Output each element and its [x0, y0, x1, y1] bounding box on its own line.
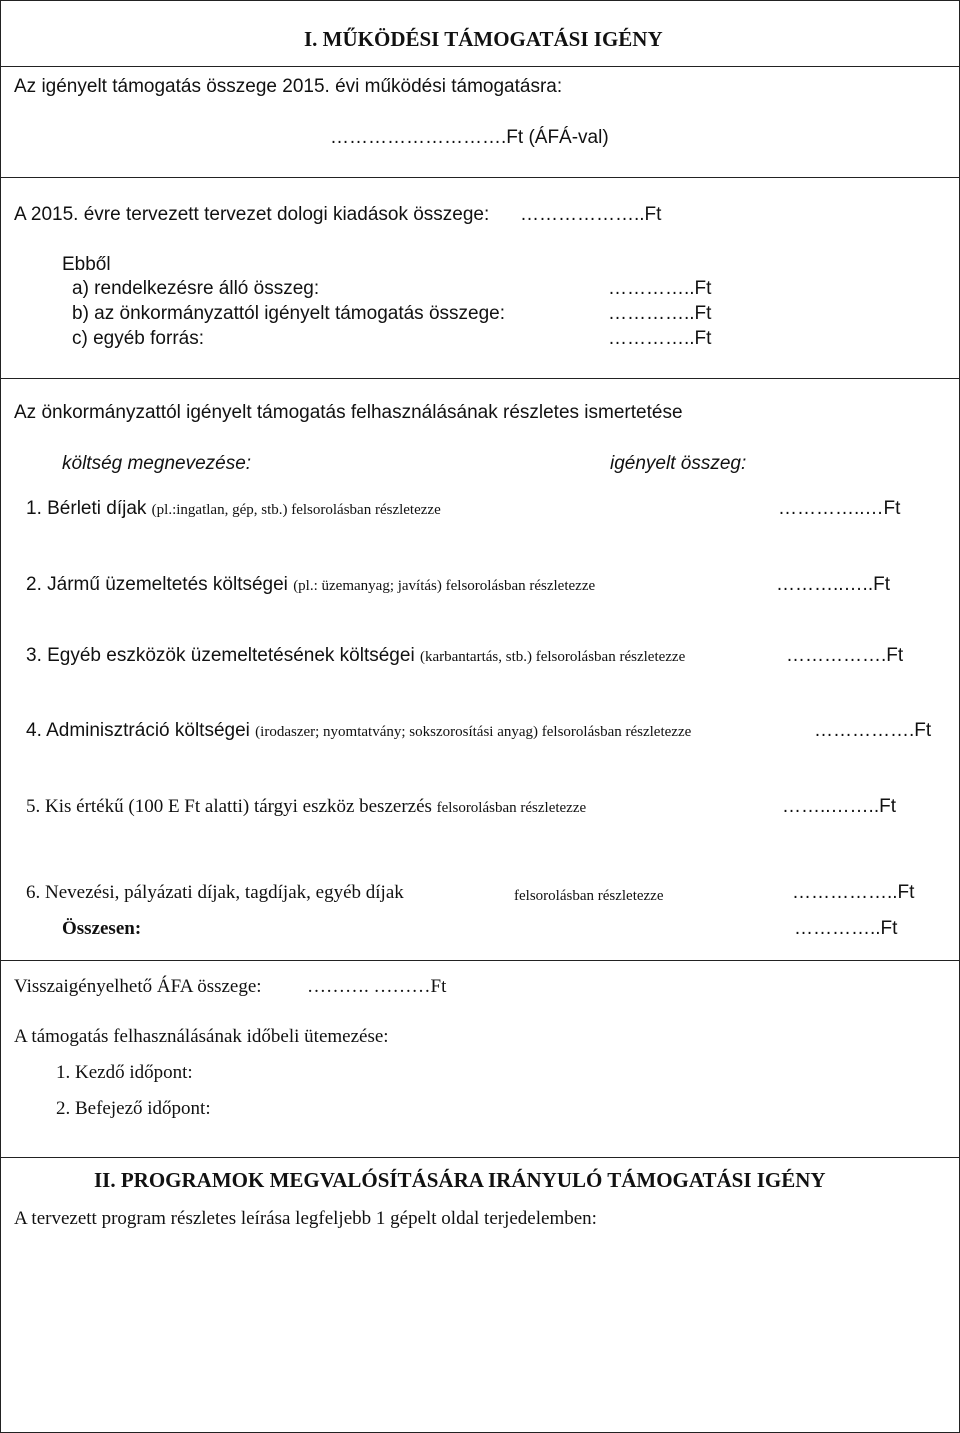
- program-description-label: A tervezett program részletes leírása legfeljebb 1 gépelt oldal terjedelemben:: [14, 1208, 597, 1229]
- cost-item-name: 5. Kis értékű (100 E Ft alatti) tárgyi eszköz beszerzés: [26, 796, 437, 817]
- cost-item-note: (irodaszer; nyomtatvány; sokszorosítási anyag) felsorolásban részletezze: [255, 724, 692, 740]
- cost-item-amount: …………….Ft: [814, 720, 932, 741]
- schedule-start: 1. Kezdő időpont:: [56, 1062, 193, 1083]
- total-amount: …………..Ft: [794, 918, 898, 939]
- cost-item-amount: ……………..Ft: [792, 882, 915, 903]
- divider: [0, 66, 960, 67]
- source-amount: …………..Ft: [608, 278, 712, 299]
- of-which-label: Ebből: [62, 254, 111, 275]
- column-header-name: költség megnevezése:: [62, 453, 252, 474]
- vat-label: Visszaigényelhető ÁFA összege:: [14, 976, 262, 997]
- cost-item-note: (karbantartás, stb.) felsorolásban részletezze: [419, 649, 686, 665]
- source-label: b) az önkormányzattól igényelt támogatás összege:: [72, 303, 506, 324]
- cost-item-name: 6. Nevezési, pályázati díjak, tagdíjak, egyéb díjak: [26, 882, 404, 903]
- cost-item: [26, 645, 685, 668]
- source-label: c) egyéb forrás:: [72, 328, 204, 349]
- source-label: a) rendelkezésre álló összeg:: [72, 278, 320, 299]
- cost-item: [26, 574, 595, 597]
- schedule-heading: A támogatás felhasználásának időbeli ütemezése:: [14, 1026, 389, 1047]
- cost-item: [26, 796, 586, 819]
- cost-item-amount: …………….Ft: [786, 645, 904, 666]
- source-amount: …………..Ft: [608, 328, 712, 349]
- section1-title: I. MŰKÖDÉSI TÁMOGATÁSI IGÉNY: [304, 27, 663, 51]
- planned-amount: ………………..Ft: [520, 204, 662, 225]
- cost-item-amount: ………..…..Ft: [776, 574, 890, 595]
- divider: [0, 177, 960, 178]
- source-amount: …………..Ft: [608, 303, 712, 324]
- divider: [0, 960, 960, 961]
- divider: [0, 1157, 960, 1158]
- cost-item-name: 3. Egyéb eszközök üzemeltetésének költségei: [26, 645, 420, 666]
- cost-item-name: 4. Adminisztráció költségei: [26, 720, 256, 741]
- cost-item-note: felsorolásban részletezze: [514, 888, 664, 904]
- cost-item-note: (pl.: üzemanyag; javítás) felsorolásban részletezze: [293, 578, 596, 594]
- requested-amount: ……………………….Ft (ÁFÁ-val): [330, 127, 609, 148]
- divider: [0, 378, 960, 379]
- requested-label: Az igényelt támogatás összege 2015. évi működési támogatásra:: [14, 76, 563, 97]
- vat-amount: ………. ………Ft: [307, 976, 447, 997]
- cost-item-note: (pl.:ingatlan, gép, stb.) felsorolásban részletezze: [151, 502, 441, 518]
- total-label: Összesen:: [62, 918, 142, 939]
- cost-item: [26, 720, 691, 743]
- usage-heading: Az önkormányzattól igényelt támogatás felhasználásának részletes ismertetése: [14, 402, 683, 423]
- cost-item-amount: …………..…Ft: [778, 498, 901, 519]
- cost-item-name: 2. Jármű üzemeltetés költségei: [26, 574, 294, 595]
- column-header-amount: igényelt összeg:: [610, 453, 747, 474]
- cost-item: [26, 498, 441, 521]
- section2-title: II. PROGRAMOK MEGVALÓSÍTÁSÁRA IRÁNYULÓ TÁMOGATÁSI IGÉNY: [94, 1168, 826, 1192]
- planned-label: A 2015. évre tervezett tervezet dologi kiadások összege:: [14, 204, 490, 225]
- cost-item-amount: ……..……..Ft: [782, 796, 896, 817]
- cost-item-name: 1. Bérleti díjak: [26, 498, 152, 519]
- cost-item-note: felsorolásban részletezze: [436, 800, 587, 816]
- schedule-end: 2. Befejező időpont:: [56, 1098, 211, 1119]
